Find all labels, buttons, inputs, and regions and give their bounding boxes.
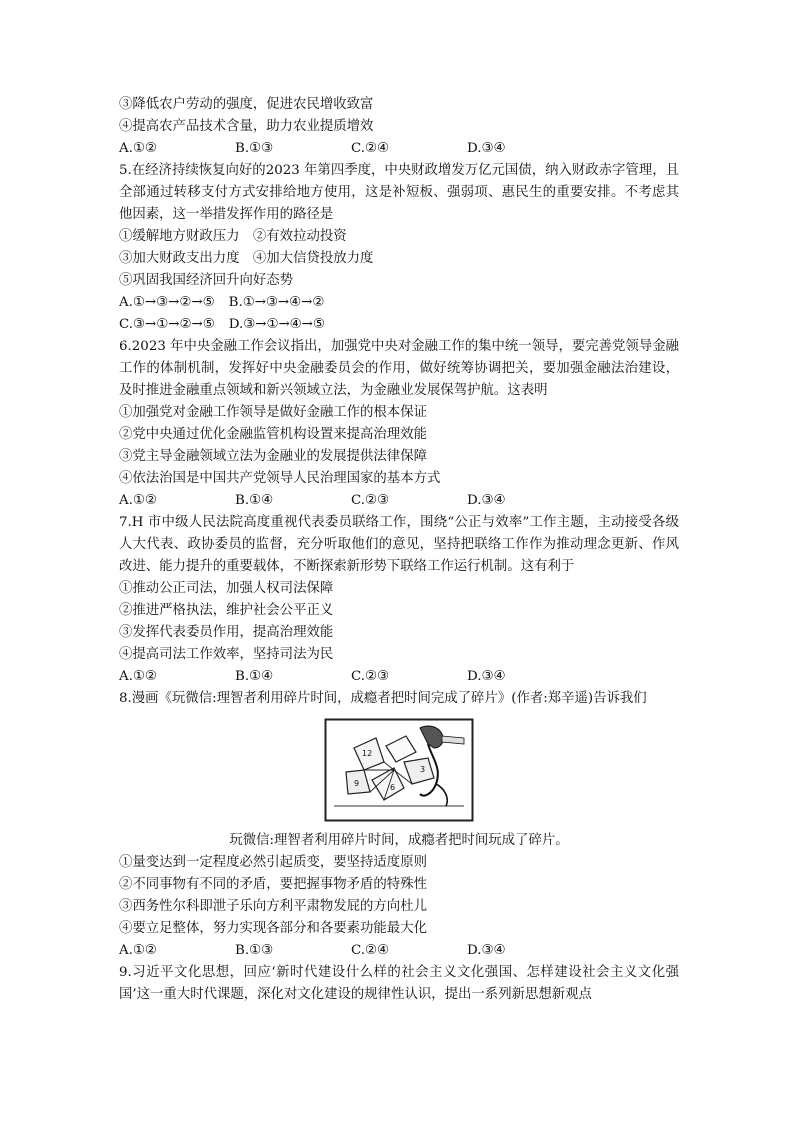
q8-option-b: B.①③ bbox=[235, 943, 274, 958]
q7-option-a: A.①② bbox=[119, 669, 157, 684]
q7-item-1: ①推动公正司法，加强人权司法保障 bbox=[119, 581, 334, 596]
cartoon-caption: 玩微信:理智者利用碎片时间，成瘾者把时间玩成了碎片。 bbox=[229, 833, 569, 848]
q6-option-c: C.②③ bbox=[351, 493, 390, 508]
q6-option-d: D.③④ bbox=[467, 493, 506, 508]
q6-item-1: ①加强党对金融工作领导是做好金融工作的根本保证 bbox=[119, 405, 427, 420]
q7-item-2: ②推进严格执法，维护社会公平正义 bbox=[119, 603, 334, 618]
q6-item-4: ④依法治国是中国共产党领导人民治理国家的基本方式 bbox=[119, 471, 441, 486]
q5-option-a: A.①→③→②→⑤ bbox=[119, 295, 215, 310]
q8-item-4: ④要立足整体，努力实现各部分和各要素功能最大化 bbox=[119, 921, 427, 936]
cartoon-illustration bbox=[324, 718, 474, 822]
q8-item-3: ③西务性尔科即泄子乐向方利平肃物发屁的方向杜儿 bbox=[119, 899, 427, 914]
q6-item-3: ③党主导金融领域立法为金融业的发展提供法律保障 bbox=[119, 449, 427, 464]
q5-item-row-3: ⑤巩固我国经济回升向好态势 bbox=[119, 273, 294, 288]
q4-item-4: ④提高农产品技术含量，助力农业提质增效 bbox=[119, 119, 374, 134]
q8-option-a: A.①② bbox=[119, 943, 157, 958]
q8-option-d: D.③④ bbox=[467, 943, 506, 958]
q7-option-c: C.②③ bbox=[351, 669, 390, 684]
q4-options bbox=[119, 138, 679, 160]
cartoon-figure bbox=[119, 718, 679, 822]
q4-option-d: D.③④ bbox=[467, 141, 506, 156]
q7-option-b: B.①④ bbox=[235, 669, 274, 684]
q7-item-3: ③发挥代表委员作用，提高治理效能 bbox=[119, 625, 334, 640]
q6-options bbox=[119, 490, 679, 512]
q8-options bbox=[119, 940, 679, 962]
q8-item-1: ①量变达到一定程度必然引起质变，要坚持适度原则 bbox=[119, 855, 427, 870]
q5-option-d: D.③→①→④→⑤ bbox=[228, 317, 325, 332]
q4-option-b: B.①③ bbox=[235, 141, 274, 156]
clock-number-3: 3 bbox=[420, 765, 426, 774]
q5-options-row-2 bbox=[119, 314, 679, 336]
q7-option-d: D.③④ bbox=[467, 669, 506, 684]
q7-item-4: ④提高司法工作效率，坚持司法为民 bbox=[119, 647, 334, 662]
q7-stem: 7.H 市中级人民法院高度重视代表委员联络工作，围绕“公正与效率”工作主题，主动接受各级人大代表、政协委员的监督，充分听取他们的意见，坚持把联络工作作为推动理念更新、作风改进、能力提升的重要载体，不断探索新形势下联络工作运行机制。这有利于 bbox=[119, 515, 679, 574]
q6-option-a: A.①② bbox=[119, 493, 157, 508]
q5-item-row-2: ③加大财政支出力度 ④加大信贷投放力度 bbox=[119, 251, 374, 266]
q5-option-c: C.③→①→②→⑤ bbox=[119, 317, 215, 332]
clock-number-12: 12 bbox=[362, 749, 373, 758]
exam-content bbox=[119, 94, 679, 1006]
q7-options bbox=[119, 666, 679, 688]
clock-number-9: 9 bbox=[354, 779, 360, 788]
q5-item-row-1: ①缓解地方财政压力 ②有效拉动投资 bbox=[119, 229, 347, 244]
q8-stem: 8.漫画《玩微信:理智者利用碎片时间，成瘾者把时间完成了碎片》(作者:郑辛遥)告诉我们 bbox=[119, 691, 647, 706]
q4-item-3: ③降低农户劳动的强度，促进农民增收致富 bbox=[119, 97, 374, 112]
q4-option-c: C.②④ bbox=[351, 141, 390, 156]
q8-item-2: ②不同事物有不同的矛盾，要把握事物矛盾的特殊性 bbox=[119, 877, 427, 892]
q9-stem: 9.习近平文化思想，回应‘新时代建设什么样的社会主义文化强国、怎样建设社会主义文化强国’这一重大时代课题，深化对文化建设的规律性认识，提出一系列新思想新观点 bbox=[119, 965, 679, 1002]
q6-stem: 6.2023 年中央金融工作会议指出，加强党中央对金融工作的集中统一领导，要完善党领导金融工作的体制机制，发挥好中央金融委员会的作用，做好统筹协调把关，要加强金融法治建设，及时推进金融重点领域和新兴领域立法，为金融业发展保驾护航。这表明 bbox=[119, 339, 679, 398]
q5-options-row-1 bbox=[119, 292, 679, 314]
q4-option-a: A.①② bbox=[119, 141, 157, 156]
clock-number-6: 6 bbox=[390, 783, 396, 792]
q8-option-c: C.②④ bbox=[351, 943, 390, 958]
q6-item-2: ②党中央通过优化金融监管机构设置来提高治理效能 bbox=[119, 427, 427, 442]
q5-option-b: B.①→③→④→② bbox=[228, 295, 325, 310]
q6-option-b: B.①④ bbox=[235, 493, 274, 508]
q5-stem: 5.在经济持续恢复向好的2023 年第四季度，中央财政增发万亿元国债，纳入财政赤字管理，且全部通过转移支付方式安排给地方使用，这是补短板、强弱项、惠民生的重要安排。不考虑其他因素，这一举措发挥作用的路径是 bbox=[119, 163, 679, 222]
